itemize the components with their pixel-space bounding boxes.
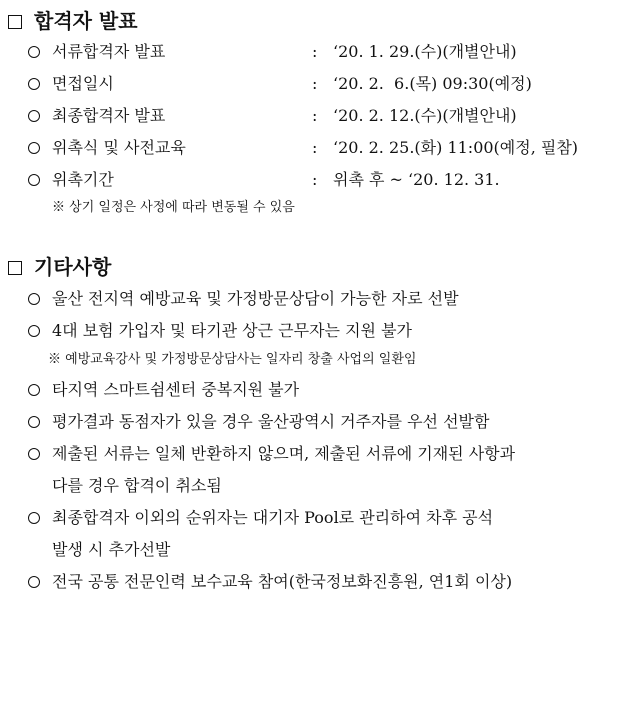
schedule-row bbox=[0, 170, 640, 190]
schedule-label: 최종합격자 발표 bbox=[52, 106, 166, 125]
square-bullet-icon bbox=[8, 261, 22, 275]
circle-bullet-icon bbox=[28, 293, 40, 305]
circle-bullet-icon bbox=[28, 174, 40, 186]
circle-bullet-icon bbox=[28, 448, 40, 460]
list-item: 전국 공통 전문인력 보수교육 참여(한국정보화진흥원, 연1회 이상) bbox=[52, 572, 513, 591]
circle-bullet-icon bbox=[28, 78, 40, 90]
schedule-colon: : bbox=[312, 42, 318, 61]
list-item: 4대 보험 가입자 및 타기관 상근 근무자는 지원 불가 bbox=[52, 321, 412, 340]
section-title: 합격자 발표 bbox=[34, 9, 138, 33]
list-note: ※ 예방교육강사 및 가정방문상담사는 일자리 창출 사업의 일환임 bbox=[48, 352, 417, 367]
schedule-label: 위촉식 및 사전교육 bbox=[52, 138, 186, 157]
list-item: 제출된 서류는 일체 반환하지 않으며, 제출된 서류에 기재된 사항과 bbox=[52, 444, 516, 463]
circle-bullet-icon bbox=[28, 576, 40, 588]
schedule-label: 서류합격자 발표 bbox=[52, 42, 166, 61]
schedule-row bbox=[0, 106, 640, 126]
schedule-colon: : bbox=[312, 138, 318, 157]
schedule-value: ‘20. 2. 6.(목) 09:30(예정) bbox=[333, 74, 532, 93]
circle-bullet-icon bbox=[28, 325, 40, 337]
schedule-colon: : bbox=[312, 74, 318, 93]
schedule-value: 위촉 후 ~ ‘20. 12. 31. bbox=[333, 170, 500, 189]
schedule-label: 면접일시 bbox=[52, 74, 114, 93]
schedule-value: ‘20. 1. 29.(수)(개별안내) bbox=[333, 42, 517, 61]
schedule-row bbox=[0, 74, 640, 94]
schedule-row bbox=[0, 42, 640, 62]
schedule-row bbox=[0, 138, 640, 158]
section-heading-announcement bbox=[8, 9, 138, 33]
list-item: 타지역 스마트쉼센터 중복지원 불가 bbox=[52, 380, 300, 399]
circle-bullet-icon bbox=[28, 110, 40, 122]
section-title: 기타사항 bbox=[34, 255, 112, 279]
schedule-value: ‘20. 2. 12.(수)(개별안내) bbox=[333, 106, 517, 125]
list-item-continuation: 발생 시 추가선발 bbox=[52, 540, 171, 559]
circle-bullet-icon bbox=[28, 512, 40, 524]
schedule-value: ‘20. 2. 25.(화) 11:00(예정, 필참) bbox=[333, 138, 579, 157]
square-bullet-icon bbox=[8, 15, 22, 29]
list-item: 최종합격자 이외의 순위자는 대기자 Pool로 관리하여 차후 공석 bbox=[52, 508, 494, 527]
section-heading-misc bbox=[8, 255, 111, 279]
circle-bullet-icon bbox=[28, 384, 40, 396]
schedule-colon: : bbox=[312, 170, 318, 189]
circle-bullet-icon bbox=[28, 142, 40, 154]
circle-bullet-icon bbox=[28, 46, 40, 58]
list-item-continuation: 다를 경우 합격이 취소됨 bbox=[52, 476, 222, 495]
circle-bullet-icon bbox=[28, 416, 40, 428]
schedule-note: ※ 상기 일정은 사정에 따라 변동될 수 있음 bbox=[52, 200, 295, 215]
schedule-label: 위촉기간 bbox=[52, 170, 114, 189]
schedule-colon: : bbox=[312, 106, 318, 125]
list-item: 평가결과 동점자가 있을 경우 울산광역시 거주자를 우선 선발함 bbox=[52, 412, 490, 431]
list-item: 울산 전지역 예방교육 및 가정방문상담이 가능한 자로 선발 bbox=[52, 289, 459, 308]
